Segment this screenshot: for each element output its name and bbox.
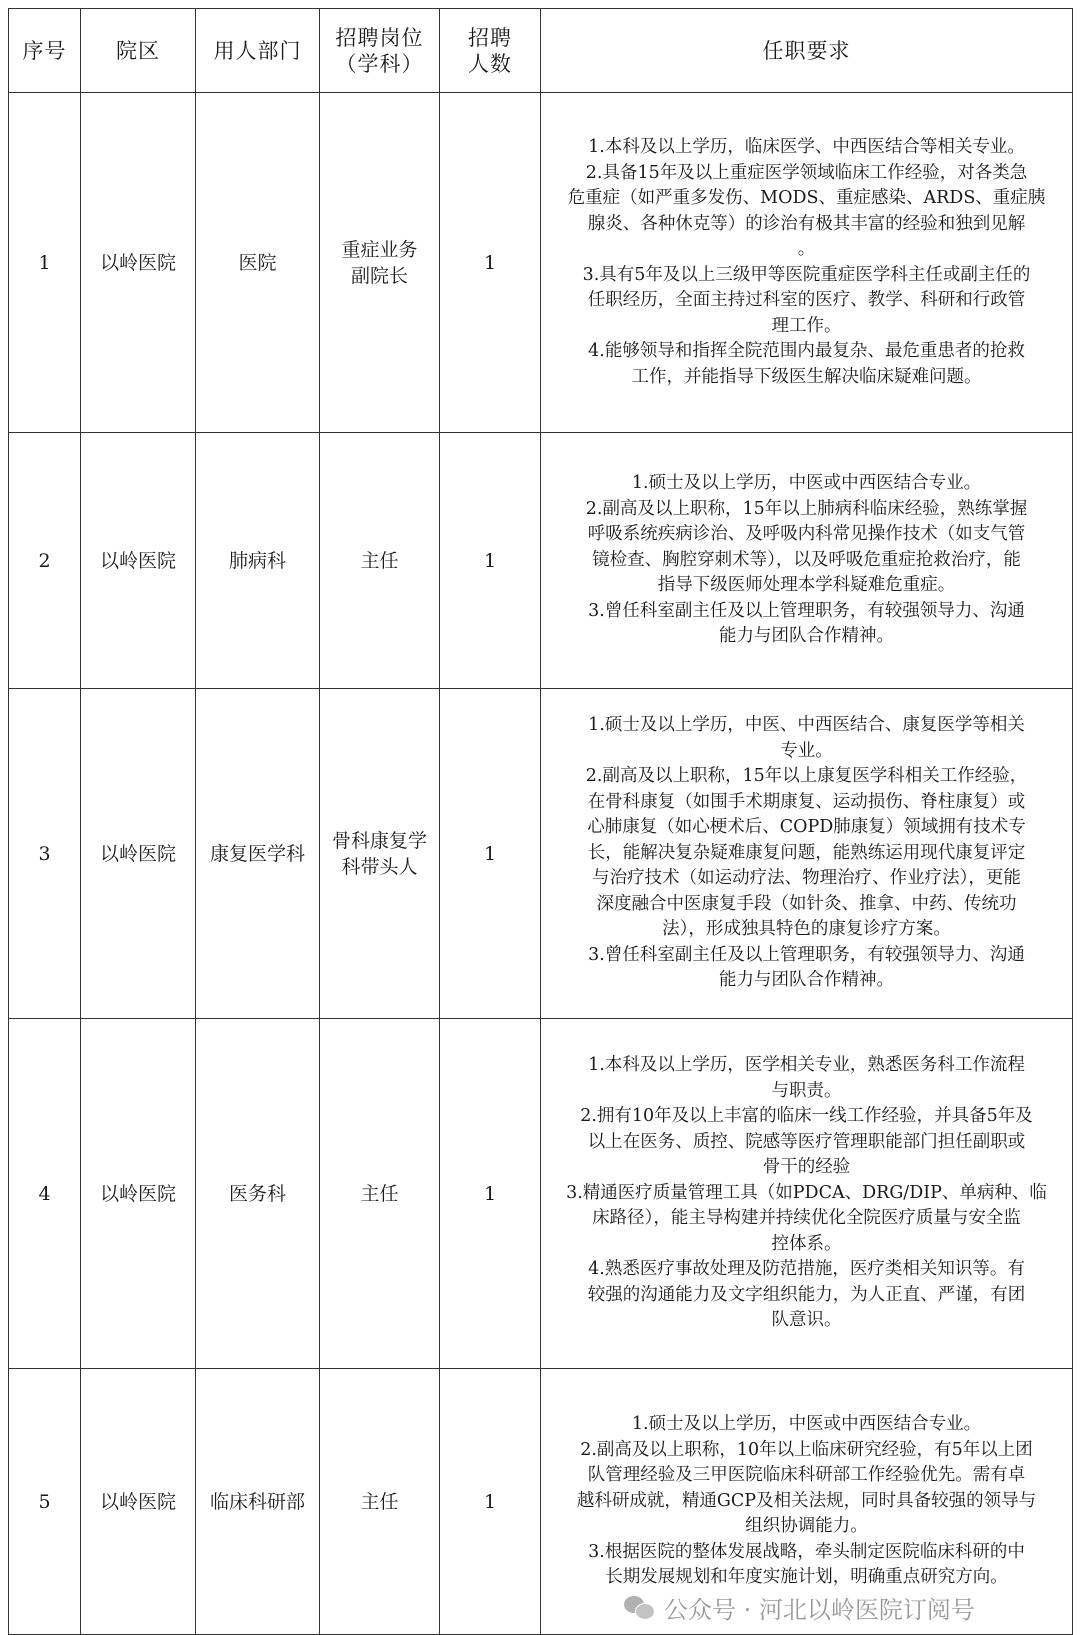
row-requirements: [541, 93, 1073, 433]
header-position-line1: 招聘岗位: [335, 25, 424, 50]
header-position: [320, 9, 440, 93]
row-position: [320, 93, 440, 433]
requirement-line: 2.副高及以上职称，15年以上肺病科临床经验，熟练掌握: [585, 498, 1028, 519]
requirement-line: 在骨科康复（如围手术期康复、运动损伤、脊柱康复）或: [587, 791, 1026, 812]
requirement-line: 4.能够领导和指挥全院范围内最复杂、最危重患者的抢救: [588, 341, 1025, 361]
requirement-line: 理工作。: [771, 315, 842, 336]
row-campus: 以岭医院: [81, 93, 196, 433]
row-position: [320, 433, 440, 689]
row-campus: 以岭医院: [81, 1369, 196, 1635]
row-dept: 临床科研部: [196, 1369, 320, 1635]
header-position-line2: （学科）: [335, 51, 424, 76]
row-count: 1: [440, 93, 541, 433]
requirement-line: 3.根据医院的整体发展战略，牵头制定医院临床科研的中: [588, 1541, 1025, 1562]
requirement-line: 2.拥有10年及以上丰富的临床一线工作经验，并具备5年及: [580, 1106, 1033, 1127]
wechat-icon: [624, 1596, 654, 1620]
row-position-line: 主任: [360, 549, 399, 572]
row-position: [320, 1369, 440, 1635]
row-position-line: 重症业务: [341, 238, 418, 261]
requirement-line: 呼吸系统疾病诊治、及呼吸内科常见操作技术（如支气管: [587, 524, 1026, 545]
requirement-line: 长，能解决复杂疑难康复问题，能熟练运用现代康复评定: [587, 842, 1026, 863]
requirement-line: 1.本科及以上学历，医学相关专业，熟悉医务科工作流程: [588, 1055, 1025, 1076]
table-row: [9, 689, 1073, 1019]
row-seq: 3: [9, 689, 81, 1019]
requirement-line: 床路径），能主导构建并持续优化全院医疗质量与安全监: [592, 1208, 1021, 1229]
requirement-line: 1.硕士及以上学历，中医、中西医结合、康复医学等相关: [588, 715, 1025, 736]
requirement-line: 3.曾任科室副主任及以上管理职务，有较强领导力、沟通: [588, 600, 1025, 621]
row-position-line: 主任: [360, 1182, 399, 1205]
requirement-line: 骨干的经验: [762, 1157, 851, 1178]
requirement-line: 与治疗技术（如运动疗法、物理治疗、作业疗法），更能: [592, 868, 1021, 889]
requirement-line: 工作，并能指导下级医生解决临床疑难问题。: [631, 366, 982, 387]
requirement-line: 越科研成就，精通GCP及相关法规，同时具备较强的领导与: [576, 1490, 1037, 1511]
requirement-line: 队管理经验及三甲医院临床科研部工作经验优先。需有卓: [587, 1465, 1026, 1486]
header-count-line2: 人数: [468, 51, 512, 76]
header-seq: 序号: [9, 9, 81, 93]
requirement-line: 队意识。: [771, 1310, 842, 1331]
row-count: 1: [440, 1369, 541, 1635]
row-count: 1: [440, 433, 541, 689]
requirement-line: 与职责。: [771, 1080, 842, 1101]
row-position-line: 骨科康复学: [331, 829, 427, 852]
requirement-line: 危重症（如严重多发伤、MODS、重症感染、ARDS、重症胰: [567, 188, 1046, 208]
row-requirements: [541, 433, 1073, 689]
row-count: 1: [440, 1019, 541, 1369]
requirement-line: 腺炎、各种休克等）的诊治有极其丰富的经验和独到见解: [587, 213, 1026, 234]
requirement-line: 指导下级医师处理本学科疑难危重症。: [657, 575, 956, 596]
row-dept: 康复医学科: [196, 689, 320, 1019]
requirement-line: 能力与团队合作精神。: [719, 970, 894, 991]
table-body: [9, 93, 1073, 1635]
row-requirements: [541, 689, 1073, 1019]
watermark-text: 公众号 · 河北以岭医院订阅号: [664, 1596, 975, 1624]
row-dept: 医院: [196, 93, 320, 433]
requirement-line: 深度融合中医康复手段（如针灸、推拿、中药、传统功: [596, 893, 1017, 914]
requirement-line: 专业。: [780, 740, 833, 761]
row-dept: 医务科: [196, 1019, 320, 1369]
requirement-line: 3.精通医疗质量管理工具（如PDCA、DRG/DIP、单病种、临: [566, 1182, 1047, 1203]
row-seq: 5: [9, 1369, 81, 1635]
row-seq: 2: [9, 433, 81, 689]
row-seq: 4: [9, 1019, 81, 1369]
row-requirements: [541, 1019, 1073, 1369]
requirement-line: 2.副高及以上职称，10年以上临床研究经验，有5年以上团: [580, 1439, 1033, 1460]
requirement-line: 。: [797, 239, 816, 259]
requirement-line: 3.曾任科室副主任及以上管理职务，有较强领导力、沟通: [588, 944, 1025, 965]
row-position-line: 主任: [360, 1490, 399, 1513]
table-row: [9, 1019, 1073, 1369]
requirement-line: 任职经历，全面主持过科室的医疗、教学、科研和行政管: [587, 290, 1026, 310]
header-dept: 用人部门: [196, 9, 320, 93]
row-position-line: 科带头人: [341, 855, 418, 878]
requirement-line: 控体系。: [771, 1233, 842, 1254]
requirement-line: 1.本科及以上学历，临床医学、中西医结合等相关专业。: [588, 137, 1025, 157]
requirement-line: 1.硕士及以上学历，中医或中西医结合专业。: [631, 473, 982, 494]
row-seq: 1: [9, 93, 81, 433]
requirement-line: 组织协调能力。: [745, 1516, 868, 1537]
requirement-line: 以上在医务、质控、院感等医疗管理职能部门担任副职或: [587, 1131, 1026, 1152]
requirement-line: 1.硕士及以上学历，中医或中西医结合专业。: [631, 1414, 982, 1435]
row-position: [320, 1019, 440, 1369]
row-campus: 以岭医院: [81, 689, 196, 1019]
requirement-line: 4.熟悉医疗事故处理及防范措施，医疗类相关知识等。有: [588, 1259, 1025, 1280]
header-requirements: 任职要求: [541, 9, 1073, 93]
row-dept: 肺病科: [196, 433, 320, 689]
header-campus: 院区: [81, 9, 196, 93]
table-row: [9, 93, 1073, 433]
requirement-line: 3.具有5年及以上三级甲等医院重症医学科主任或副主任的: [582, 264, 1031, 285]
row-campus: 以岭医院: [81, 433, 196, 689]
header-count: [440, 9, 541, 93]
row-count: 1: [440, 689, 541, 1019]
requirement-line: 2.副高及以上职称，15年以上康复医学科相关工作经验，: [585, 766, 1028, 787]
requirement-line: 法），形成独具特色的康复诊疗方案。: [662, 919, 951, 940]
requirement-line: 能力与团队合作精神。: [719, 626, 894, 647]
requirement-line: 长期发展规划和年度实施计划，明确重点研究方向。: [605, 1567, 1008, 1588]
watermark: [624, 1590, 975, 1625]
table-row: [9, 433, 1073, 689]
table-header-row: [9, 9, 1073, 93]
row-position-line: 副院长: [350, 264, 408, 287]
recruitment-table: [8, 8, 1073, 1635]
requirement-line: 较强的沟通能力及文字组织能力，为人正直、严谨，有团: [587, 1284, 1026, 1305]
row-position: [320, 689, 440, 1019]
row-campus: 以岭医院: [81, 1019, 196, 1369]
requirement-line: 镜检查、胸腔穿刺术等），以及呼吸危重症抢救治疗，能: [592, 549, 1021, 570]
header-count-line1: 招聘: [468, 25, 512, 50]
requirement-line: 心肺康复（如心梗术后、COPD肺康复）领域拥有技术专: [587, 817, 1026, 838]
requirement-line: 2.具备15年及以上重症医学领域临床工作经验，对各类急: [585, 162, 1028, 183]
